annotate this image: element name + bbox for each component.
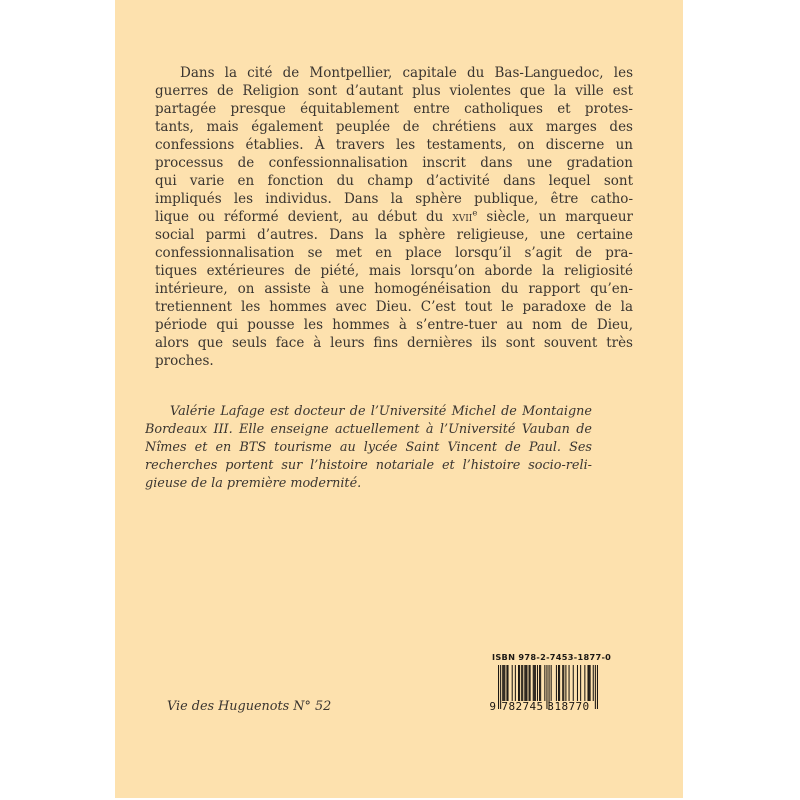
synopsis-line: tants, mais également peuplée de chrétiens aux marges des xyxy=(155,119,633,135)
ean-right-digits: 318770 xyxy=(547,700,590,713)
ean-lead-digit: 9 xyxy=(489,700,496,713)
synopsis-line: guerres de Religion sont d’autant plus violentes que la ville est xyxy=(155,83,633,99)
book-back-cover xyxy=(115,0,683,798)
synopsis-line: confessionnalisation se met en place lorsqu’il s’agit de pra- xyxy=(155,245,633,261)
synopsis-line: impliqués les individus. Dans la sphère publique, être catho- xyxy=(155,191,633,207)
synopsis-line: tiques extérieures de piété, mais lorsqu’on aborde la religiosité xyxy=(155,263,633,279)
synopsis-line: qui varie en fonction du champ d’activité dans lequel sont xyxy=(155,173,633,189)
synopsis-paragraph xyxy=(155,64,633,370)
synopsis-line: proches. xyxy=(155,353,214,369)
synopsis-line: social parmi d’autres. Dans la sphère religieuse, une certaine xyxy=(155,227,633,243)
synopsis-line: Dans la cité de Montpellier, capitale du Bas-Languedoc, les xyxy=(180,65,633,81)
ean-left-digits: 782745 xyxy=(501,700,544,713)
synopsis-line: période qui pousse les hommes à s’entre-tuer au nom de Dieu, xyxy=(155,317,633,333)
bio-line: recherches portent sur l’histoire notariale et l’histoire socio-reli- xyxy=(145,458,592,473)
bio-line: Valérie Lafage est docteur de l’Université Michel de Montaigne xyxy=(170,404,592,419)
collection-label: Vie des Huguenots N° 52 xyxy=(167,699,332,714)
synopsis-line: intérieure, on assiste à une homogénéisation du rapport qu’en- xyxy=(155,281,633,297)
synopsis-line: alors que seuls face à leurs fins dernières ils sont souvent très xyxy=(155,335,633,351)
author-bio-paragraph xyxy=(145,403,592,493)
synopsis-line: processus de confessionnalisation inscrit dans une gradation xyxy=(155,155,633,171)
synopsis-line: tretiennent les hommes avec Dieu. C’est tout le paradoxe de la xyxy=(155,299,633,315)
bio-line: gieuse de la première modernité. xyxy=(145,476,362,491)
isbn-label: ISBN 978-2-7453-1877-0 xyxy=(492,652,612,662)
bio-line: Bordeaux III. Elle enseigne actuellement à l’Université Vauban de xyxy=(145,422,592,437)
synopsis-line: partagée presque équitablement entre catholiques et protes- xyxy=(155,101,633,117)
bio-line: Nîmes et en BTS tourisme au lycée Saint Vincent de Paul. Ses xyxy=(145,440,592,455)
synopsis-line: confessions établies. À travers les testaments, on discerne un xyxy=(155,137,633,153)
synopsis-line: lique ou réformé devient, au début du xvii$^e$ siècle, un marqueur xyxy=(155,208,633,225)
barcode-block xyxy=(485,652,612,716)
